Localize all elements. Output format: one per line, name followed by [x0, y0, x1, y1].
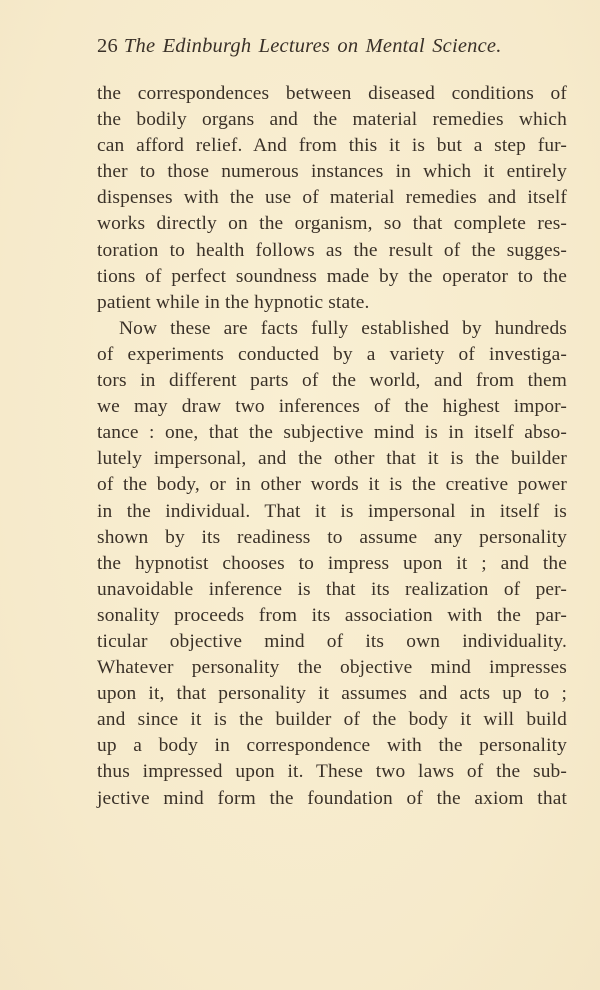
- text-line: Now these are facts fully established by hundreds: [119, 317, 567, 339]
- text-line: ticular objective mind of its own individuality.: [97, 630, 567, 652]
- text-line: can afford relief. And from this it is but a step fur-: [97, 135, 567, 157]
- text-line: ther to those numerous instances in which it entirely: [97, 161, 567, 183]
- text-line: of the body, or in other words it is the creative power: [97, 474, 567, 496]
- paragraph: [97, 316, 567, 812]
- text-line: in the individual. That it is impersonal in itself is: [97, 500, 567, 522]
- running-title: The Edinburgh Lectures on Mental Science.: [123, 35, 502, 57]
- text-line: toration to health follows as the result of the sugges-: [97, 239, 567, 261]
- running-head: [97, 33, 577, 59]
- page-number: 26: [97, 35, 118, 57]
- text-line: the hypnotist chooses to impress upon it ; and the: [97, 552, 567, 574]
- text-line: shown by its readiness to assume any personality: [97, 526, 567, 548]
- text-line: up a body in correspondence with the personality: [97, 735, 567, 757]
- text-line: Whatever personality the objective mind impresses: [97, 657, 567, 679]
- text-line: jective mind form the foundation of the axiom that: [97, 787, 567, 809]
- text-line: the bodily organs and the material remedies which: [97, 109, 567, 131]
- text-line: upon it, that personality it assumes and acts up to ;: [97, 683, 567, 705]
- text-line: thus impressed upon it. These two laws of the sub-: [97, 761, 567, 783]
- text-line: unavoidable inference is that its realization of per-: [97, 578, 567, 600]
- text-line: sonality proceeds from its association with the par-: [97, 604, 567, 626]
- text-line: tance : one, that the subjective mind is in itself abso-: [97, 422, 567, 444]
- text-line: lutely impersonal, and the other that it is the builder: [97, 448, 567, 470]
- text-line: we may draw two inferences of the highest impor-: [97, 396, 567, 418]
- text-line: tors in different parts of the world, and from them: [97, 370, 567, 392]
- text-line: tions of perfect soundness made by the operator to the: [97, 265, 567, 287]
- text-line: dispenses with the use of material remedies and itself: [97, 187, 567, 209]
- text-line: of experiments conducted by a variety of investiga-: [97, 343, 567, 365]
- text-line: patient while in the hypnotic state.: [97, 291, 370, 313]
- text-line: the correspondences between diseased conditions of: [97, 83, 567, 104]
- text-line: and since it is the builder of the body it will build: [97, 709, 567, 731]
- paragraph: [97, 81, 567, 316]
- text-line: works directly on the organism, so that complete res-: [97, 213, 567, 235]
- body-text: [97, 81, 567, 812]
